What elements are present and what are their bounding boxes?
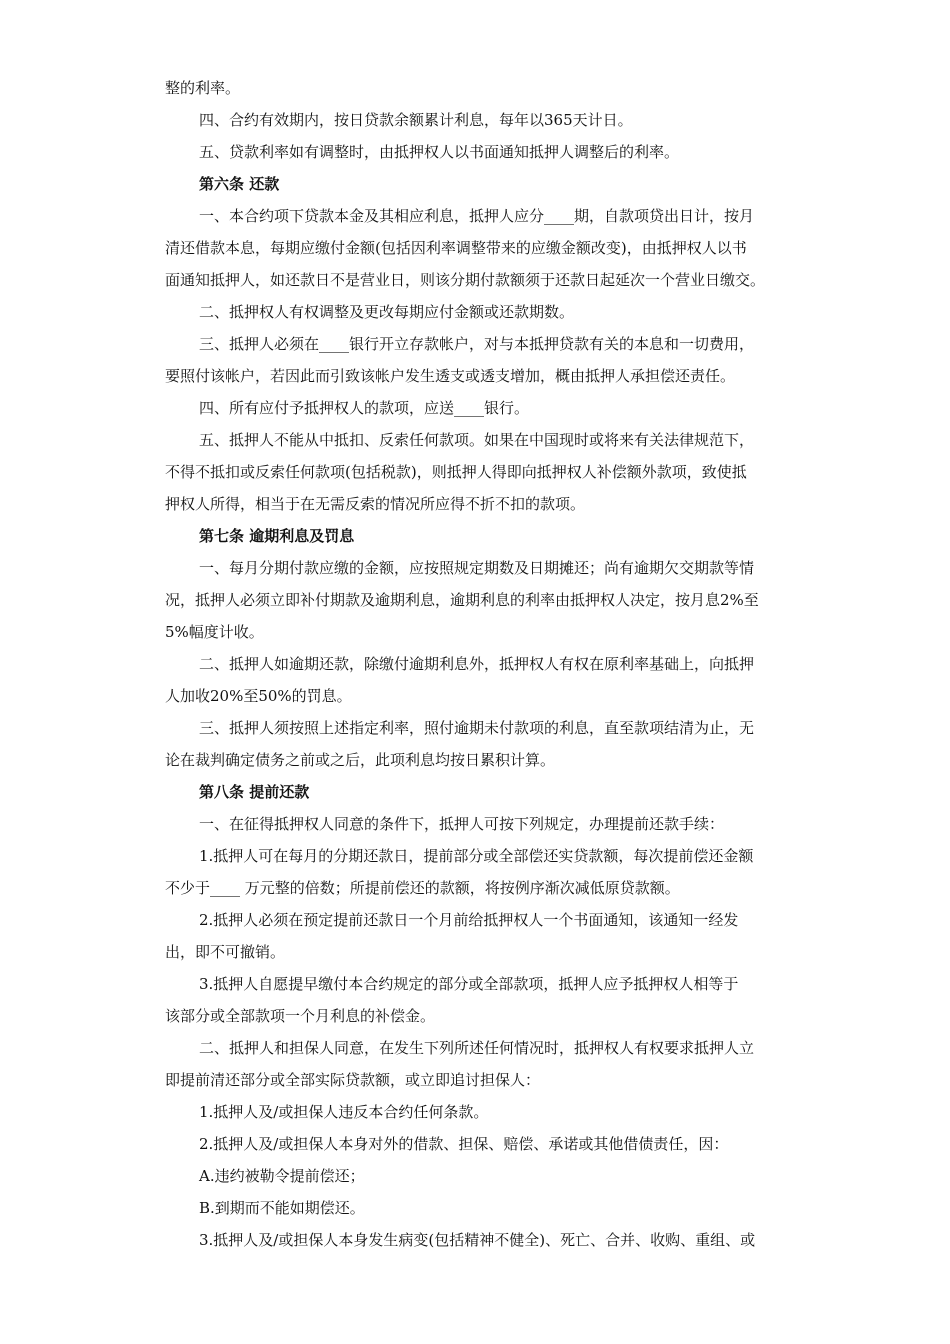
- text-line: 出，即不可撤销。: [165, 943, 286, 961]
- text-line: 整的利率。: [165, 79, 241, 97]
- text-line: 五、贷款利率如有调整时，由抵押权人以书面通知抵押人调整后的利率。: [199, 143, 680, 161]
- text-line: 三、抵押人必须在____银行开立存款帐户，对与本抵押贷款有关的本息和一切费用，: [199, 335, 755, 353]
- text-line: 2.抵押人及/或担保人本身对外的借款、担保、赔偿、承诺或其他借债责任，因：: [199, 1135, 729, 1153]
- text-line: B.到期而不能如期偿还。: [199, 1199, 365, 1217]
- text-line: 四、合约有效期内，按日贷款余额累计利息，每年以365天计日。: [199, 111, 633, 129]
- text-line: 1.抵押人及/或担保人违反本合约任何条款。: [199, 1103, 489, 1121]
- text-line: 一、本合约项下贷款本金及其相应利息，抵押人应分____期，自款项贷出日计，按月: [199, 207, 755, 225]
- document-page: [165, 72, 805, 1256]
- section-heading: 第八条 提前还款: [199, 783, 310, 801]
- text-line: A.违约被勒令提前偿还；: [199, 1167, 365, 1185]
- text-line: 四、所有应付予抵押权人的款项，应送____银行。: [199, 399, 530, 417]
- text-line: 况，抵押人必须立即补付期款及逾期利息，逾期利息的利率由抵押权人决定，按月息2%至: [165, 591, 759, 609]
- text-line: 要照付该帐户，若因此而引致该帐户发生透支或透支增加，概由抵押人承担偿还责任。: [165, 367, 736, 385]
- text-line: 3.抵押人自愿提早缴付本合约规定的部分或全部款项，抵押人应予抵押权人相等于: [199, 975, 739, 993]
- text-line: 清还借款本息，每期应缴付金额(包括因利率调整带来的应缴金额改变)，由抵押权人以书: [165, 239, 747, 257]
- text-line: 面通知抵押人，如还款日不是营业日，则该分期付款额须于还款日起延次一个营业日缴交。: [165, 271, 766, 289]
- text-line: 2.抵押人必须在预定提前还款日一个月前给抵押权人一个书面通知，该通知一经发: [199, 911, 739, 929]
- text-line: 即提前清还部分或全部实际贷款额，或立即追讨担保人：: [165, 1071, 541, 1089]
- text-line: 该部分或全部款项一个月利息的补偿金。: [165, 1007, 436, 1025]
- text-line: 论在裁判确定债务之前或之后，此项利息均按日累积计算。: [165, 751, 556, 769]
- text-line: 押权人所得，相当于在无需反索的情况所应得不折不扣的款项。: [165, 495, 586, 513]
- text-line: 一、在征得抵押权人同意的条件下，抵押人可按下列规定，办理提前还款手续：: [199, 815, 725, 833]
- text-line: 二、抵押人和担保人同意，在发生下列所述任何情况时，抵押权人有权要求抵押人立: [199, 1039, 755, 1057]
- text-line: 二、抵押人如逾期还款，除缴付逾期利息外，抵押权人有权在原利率基础上，向抵押: [199, 655, 755, 673]
- text-line: 一、每月分期付款应缴的金额，应按照规定期数及日期摊还；尚有逾期欠交期款等情: [199, 559, 755, 577]
- text-line: 五、抵押人不能从中抵扣、反索任何款项。如果在中国现时或将来有关法律规范下，: [199, 431, 755, 449]
- section-heading: 第七条 逾期利息及罚息: [199, 527, 355, 545]
- text-line: 5%幅度计收。: [165, 623, 264, 641]
- text-line: 三、抵押人须按照上述指定利率，照付逾期未付款项的利息，直至款项结清为止，无: [199, 719, 755, 737]
- text-line: 3.抵押人及/或担保人本身发生病变(包括精神不健全)、死亡、合并、收购、重组、或: [199, 1231, 756, 1249]
- text-line: 1.抵押人可在每月的分期还款日，提前部分或全部偿还实贷款额，每次提前偿还金额: [199, 847, 754, 865]
- text-line: 二、抵押权人有权调整及更改每期应付金额或还款期数。: [199, 303, 575, 321]
- text-line: 人加收20%至50%的罚息。: [165, 687, 352, 705]
- text-line: 不少于____ 万元整的倍数；所提前偿还的款额，将按例序渐次减低原贷款额。: [165, 879, 680, 897]
- section-heading: 第六条 还款: [199, 175, 280, 193]
- text-line: 不得不抵扣或反索任何款项(包括税款)，则抵押人得即向抵押权人补偿额外款项，致使抵: [165, 463, 747, 481]
